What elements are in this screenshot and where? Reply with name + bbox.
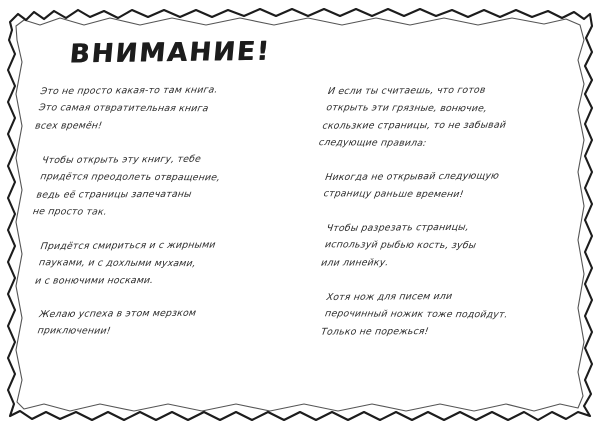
two-column-layout: [32, 82, 566, 356]
text-line: страницу раньше времени!: [322, 187, 465, 200]
text-line: и с вонючими носками.: [34, 274, 155, 287]
page-title: ВНИМАНИЕ!: [68, 36, 272, 70]
text-line: Только не порежься!: [320, 325, 430, 338]
text-line: ведь её страницы запечатаны: [35, 188, 193, 201]
left-column: [32, 82, 284, 356]
paragraph: [35, 305, 287, 340]
text-line: пауками, и с дохлыми мухами,: [38, 256, 197, 269]
paragraph: [318, 82, 571, 152]
text-line: перочинный ножик тоже подойдут.: [324, 307, 509, 320]
text-line: не просто так.: [32, 205, 108, 217]
text-line: или линейку.: [320, 257, 390, 269]
text-line: придётся преодолеть отвращение,: [39, 170, 222, 183]
text-line: скользкие страницы, то не забывай: [321, 119, 507, 132]
text-line: всех времён!: [34, 120, 103, 132]
text-line: Хотя нож для писем или: [325, 290, 454, 303]
paragraph: [34, 82, 288, 135]
text-line: Желаю успеха в этом мерзком: [38, 307, 197, 321]
text-line: Придётся смириться и с жирными: [39, 239, 217, 252]
paragraph: [321, 168, 569, 203]
text-line: Никогда не открывай следующую: [324, 170, 500, 184]
document-content: [32, 22, 566, 412]
text-line: приключении!: [36, 324, 112, 337]
right-column: [318, 82, 566, 356]
paragraph: [32, 151, 289, 221]
paragraph: [320, 219, 570, 272]
text-line: используй рыбью кость, зубы: [324, 238, 478, 251]
text-line: Чтобы разрезать страницы,: [325, 221, 470, 235]
text-line: следующие правила:: [318, 136, 428, 149]
text-line: Чтобы открыть эту книгу, тебе: [41, 153, 202, 166]
paragraph: [34, 237, 288, 290]
paragraph: [320, 288, 570, 341]
text-line: Это не просто какая-то там книга.: [39, 84, 219, 98]
text-line: Это самая отвратительная книга: [38, 101, 210, 114]
text-line: открыть эти грязные, вонючие,: [325, 101, 489, 114]
text-line: И если ты считаешь, что готов: [327, 84, 487, 98]
